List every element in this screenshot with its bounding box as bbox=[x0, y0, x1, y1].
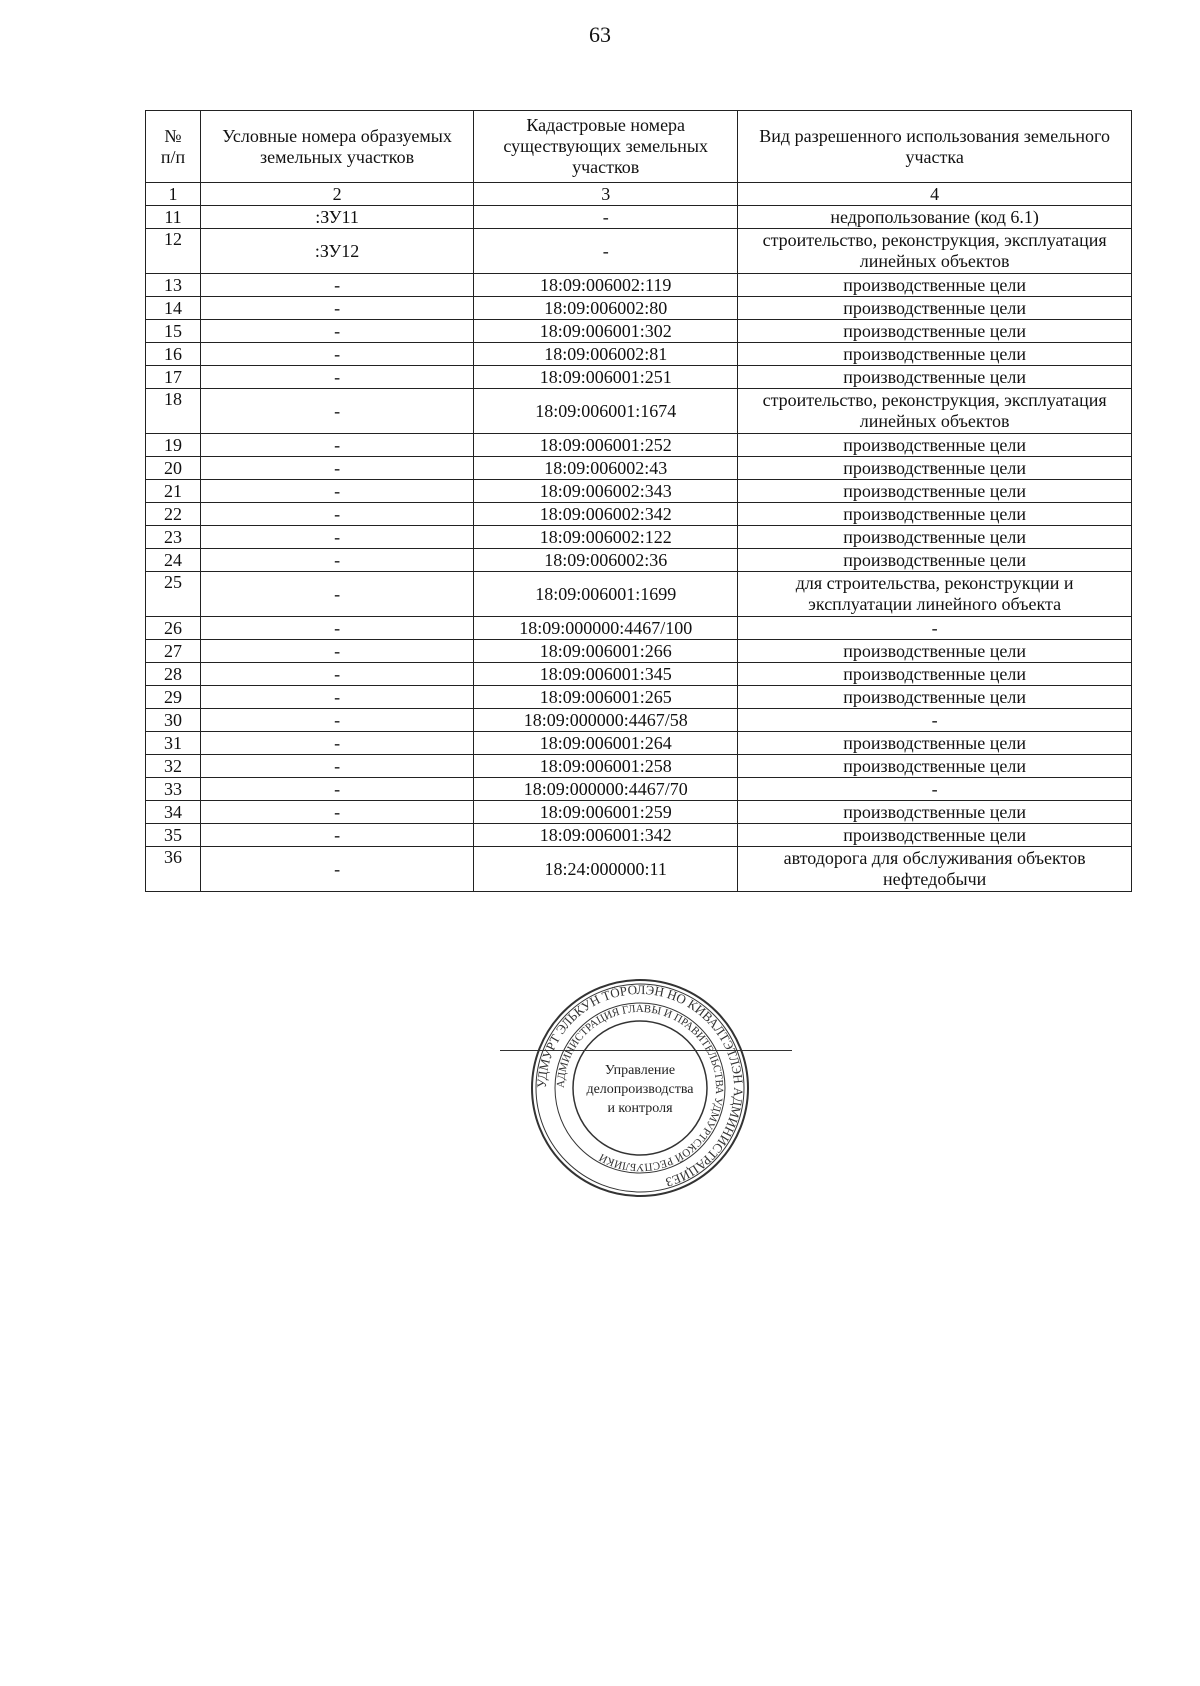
conditional-number: - bbox=[201, 503, 474, 526]
row-index: 16 bbox=[146, 343, 201, 366]
permitted-use: производственные цели bbox=[738, 640, 1132, 663]
conditional-number: - bbox=[201, 686, 474, 709]
table-row bbox=[146, 389, 1132, 434]
conditional-number: - bbox=[201, 801, 474, 824]
conditional-number: :ЗУ12 bbox=[201, 229, 474, 274]
conditional-number: - bbox=[201, 274, 474, 297]
row-index: 19 bbox=[146, 434, 201, 457]
cadastral-number: - bbox=[474, 229, 738, 274]
conditional-number: - bbox=[201, 434, 474, 457]
row-index: 29 bbox=[146, 686, 201, 709]
conditional-number: - bbox=[201, 617, 474, 640]
cadastral-number: 18:09:000000:4467/70 bbox=[474, 778, 738, 801]
conditional-number: - bbox=[201, 320, 474, 343]
table-row bbox=[146, 617, 1132, 640]
table-row bbox=[146, 640, 1132, 663]
table-row bbox=[146, 824, 1132, 847]
conditional-number: - bbox=[201, 847, 474, 892]
cadastral-number: 18:09:006002:36 bbox=[474, 549, 738, 572]
cadastral-number: 18:09:006002:342 bbox=[474, 503, 738, 526]
permitted-use: производственные цели bbox=[738, 480, 1132, 503]
row-index: 34 bbox=[146, 801, 201, 824]
header-cadastral-numbers: Кадастровые номера существующих земельных участков bbox=[474, 111, 738, 183]
permitted-use: для строительства, реконструкции и эксплуатации линейного объекта bbox=[738, 572, 1132, 617]
cadastral-number: 18:09:006001:302 bbox=[474, 320, 738, 343]
row-index: 28 bbox=[146, 663, 201, 686]
column-numbers-row bbox=[146, 183, 1132, 206]
permitted-use: - bbox=[738, 617, 1132, 640]
conditional-number: - bbox=[201, 549, 474, 572]
permitted-use: автодорога для обслуживания объектов нефтедобычи bbox=[738, 847, 1132, 892]
row-index: 18 bbox=[146, 389, 201, 434]
table-row bbox=[146, 755, 1132, 778]
seal-inner-text: АДМИНИСТРАЦИЯ ГЛАВЫ И ПРАВИТЕЛЬСТВА УДМУРТСКОЙ РЕСПУБЛИКИ bbox=[554, 1002, 726, 1174]
seal-center-text bbox=[586, 1063, 694, 1116]
table-row bbox=[146, 297, 1132, 320]
cadastral-number: 18:09:006002:119 bbox=[474, 274, 738, 297]
header-permitted-use: Вид разрешенного использования земельного участка bbox=[738, 111, 1132, 183]
permitted-use: производственные цели bbox=[738, 801, 1132, 824]
row-index: 36 bbox=[146, 847, 201, 892]
table-row bbox=[146, 320, 1132, 343]
conditional-number: - bbox=[201, 663, 474, 686]
permitted-use: производственные цели bbox=[738, 732, 1132, 755]
conditional-number: - bbox=[201, 755, 474, 778]
header-index: № п/п bbox=[146, 111, 201, 183]
cadastral-number: 18:09:006001:252 bbox=[474, 434, 738, 457]
table-row bbox=[146, 686, 1132, 709]
header-conditional-numbers: Условные номера образуемых земельных участков bbox=[201, 111, 474, 183]
row-index: 21 bbox=[146, 480, 201, 503]
table-row bbox=[146, 549, 1132, 572]
svg-text:и контроля: и контроля bbox=[607, 1101, 673, 1116]
land-plots-table bbox=[145, 110, 1132, 892]
cadastral-number: 18:09:006002:80 bbox=[474, 297, 738, 320]
cadastral-number: 18:09:006001:265 bbox=[474, 686, 738, 709]
row-index: 32 bbox=[146, 755, 201, 778]
row-index: 24 bbox=[146, 549, 201, 572]
table-row bbox=[146, 206, 1132, 229]
permitted-use: производственные цели bbox=[738, 663, 1132, 686]
row-index: 33 bbox=[146, 778, 201, 801]
conditional-number: - bbox=[201, 389, 474, 434]
cadastral-number: 18:09:006001:1699 bbox=[474, 572, 738, 617]
table-body bbox=[146, 206, 1132, 892]
row-index: 26 bbox=[146, 617, 201, 640]
row-index: 11 bbox=[146, 206, 201, 229]
column-number: 3 bbox=[474, 183, 738, 206]
cadastral-number: 18:09:006001:259 bbox=[474, 801, 738, 824]
permitted-use: производственные цели bbox=[738, 549, 1132, 572]
permitted-use: производственные цели bbox=[738, 526, 1132, 549]
official-seal bbox=[530, 978, 750, 1198]
cadastral-number: 18:09:006001:264 bbox=[474, 732, 738, 755]
table-row bbox=[146, 366, 1132, 389]
row-index: 27 bbox=[146, 640, 201, 663]
table-row bbox=[146, 663, 1132, 686]
table-row bbox=[146, 526, 1132, 549]
column-number: 4 bbox=[738, 183, 1132, 206]
permitted-use: производственные цели bbox=[738, 686, 1132, 709]
permitted-use: недропользование (код 6.1) bbox=[738, 206, 1132, 229]
permitted-use: строительство, реконструкция, эксплуатация линейных объектов bbox=[738, 389, 1132, 434]
conditional-number: - bbox=[201, 366, 474, 389]
conditional-number: - bbox=[201, 778, 474, 801]
conditional-number: - bbox=[201, 732, 474, 755]
conditional-number: - bbox=[201, 480, 474, 503]
permitted-use: производственные цели bbox=[738, 503, 1132, 526]
conditional-number: - bbox=[201, 457, 474, 480]
cadastral-number: 18:09:006002:43 bbox=[474, 457, 738, 480]
permitted-use: производственные цели bbox=[738, 457, 1132, 480]
cadastral-number: 18:09:006002:122 bbox=[474, 526, 738, 549]
permitted-use: производственные цели bbox=[738, 755, 1132, 778]
svg-text:Управление: Управление bbox=[604, 1063, 676, 1078]
conditional-number: :ЗУ11 bbox=[201, 206, 474, 229]
seal-outer-text: УДМУРТ ЭЛЬКУН ТӦРОЛЭН НО КИВАЛТЭТЛЭН АДМИНИСТРАЦИЕЗ bbox=[533, 981, 747, 1191]
table-row bbox=[146, 732, 1132, 755]
row-index: 35 bbox=[146, 824, 201, 847]
permitted-use: производственные цели bbox=[738, 366, 1132, 389]
conditional-number: - bbox=[201, 824, 474, 847]
row-index: 23 bbox=[146, 526, 201, 549]
permitted-use: - bbox=[738, 778, 1132, 801]
permitted-use: производственные цели bbox=[738, 343, 1132, 366]
table-row bbox=[146, 434, 1132, 457]
row-index: 30 bbox=[146, 709, 201, 732]
permitted-use: производственные цели bbox=[738, 824, 1132, 847]
table-row bbox=[146, 480, 1132, 503]
table-row bbox=[146, 457, 1132, 480]
permitted-use: производственные цели bbox=[738, 434, 1132, 457]
table-row bbox=[146, 503, 1132, 526]
conditional-number: - bbox=[201, 709, 474, 732]
table-row bbox=[146, 274, 1132, 297]
table-row bbox=[146, 229, 1132, 274]
cadastral-number: 18:24:000000:11 bbox=[474, 847, 738, 892]
table-header-row bbox=[146, 111, 1132, 183]
cadastral-number: 18:09:006001:251 bbox=[474, 366, 738, 389]
cadastral-number: 18:09:000000:4467/58 bbox=[474, 709, 738, 732]
permitted-use: производственные цели bbox=[738, 320, 1132, 343]
permitted-use: строительство, реконструкция, эксплуатация линейных объектов bbox=[738, 229, 1132, 274]
cadastral-number: 18:09:006001:345 bbox=[474, 663, 738, 686]
row-index: 25 bbox=[146, 572, 201, 617]
cadastral-number: 18:09:006001:258 bbox=[474, 755, 738, 778]
page-number: 63 bbox=[589, 22, 611, 47]
row-index: 15 bbox=[146, 320, 201, 343]
conditional-number: - bbox=[201, 297, 474, 320]
table-row bbox=[146, 801, 1132, 824]
column-number: 1 bbox=[146, 183, 201, 206]
row-index: 31 bbox=[146, 732, 201, 755]
table-row bbox=[146, 343, 1132, 366]
conditional-number: - bbox=[201, 640, 474, 663]
conditional-number: - bbox=[201, 572, 474, 617]
permitted-use: - bbox=[738, 709, 1132, 732]
row-index: 22 bbox=[146, 503, 201, 526]
table-row bbox=[146, 778, 1132, 801]
permitted-use: производственные цели bbox=[738, 274, 1132, 297]
table-row bbox=[146, 847, 1132, 892]
row-index: 14 bbox=[146, 297, 201, 320]
row-index: 13 bbox=[146, 274, 201, 297]
cadastral-number: 18:09:006002:81 bbox=[474, 343, 738, 366]
conditional-number: - bbox=[201, 343, 474, 366]
table-row bbox=[146, 709, 1132, 732]
cadastral-number: - bbox=[474, 206, 738, 229]
cadastral-number: 18:09:006001:342 bbox=[474, 824, 738, 847]
table-row bbox=[146, 572, 1132, 617]
cadastral-number: 18:09:006001:266 bbox=[474, 640, 738, 663]
row-index: 12 bbox=[146, 229, 201, 274]
cadastral-number: 18:09:006002:343 bbox=[474, 480, 738, 503]
conditional-number: - bbox=[201, 526, 474, 549]
row-index: 17 bbox=[146, 366, 201, 389]
column-number: 2 bbox=[201, 183, 474, 206]
cadastral-number: 18:09:000000:4467/100 bbox=[474, 617, 738, 640]
cadastral-number: 18:09:006001:1674 bbox=[474, 389, 738, 434]
row-index: 20 bbox=[146, 457, 201, 480]
svg-text:делопроизводства: делопроизводства bbox=[586, 1082, 694, 1097]
permitted-use: производственные цели bbox=[738, 297, 1132, 320]
